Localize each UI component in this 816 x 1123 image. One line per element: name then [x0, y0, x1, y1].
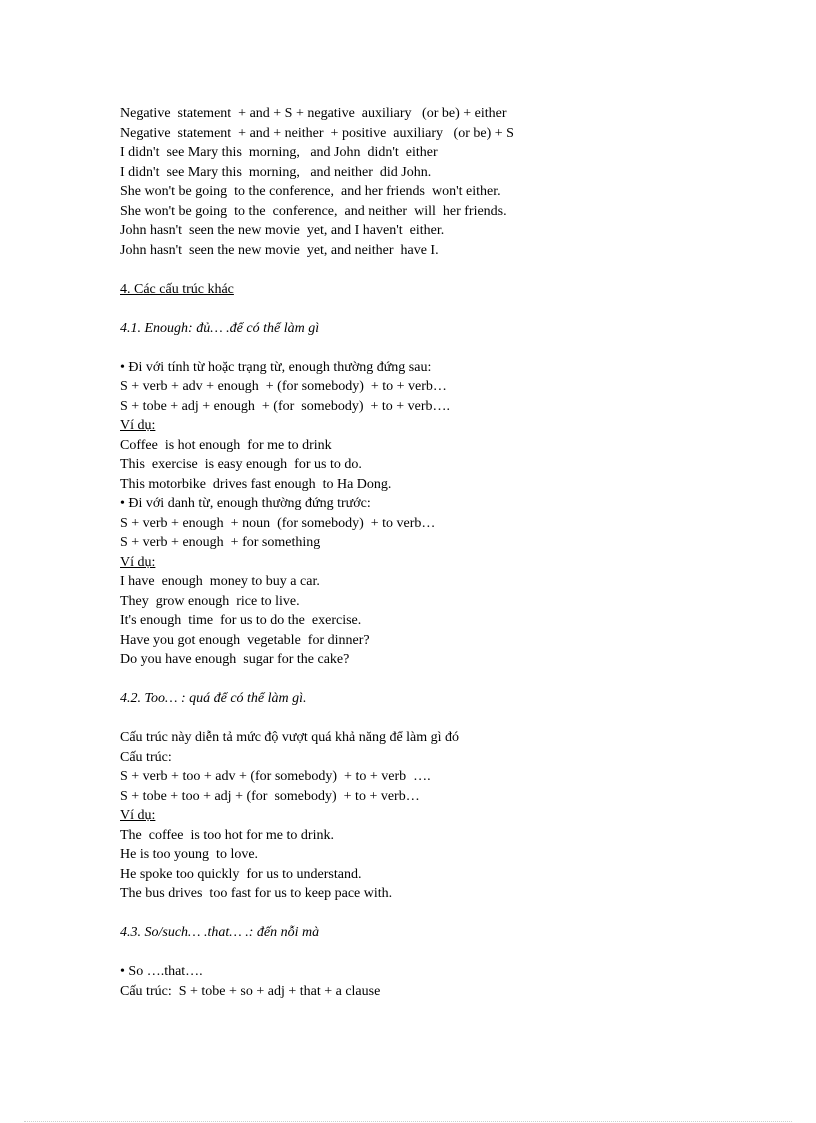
subsection-heading-so-such: 4.3. So/such… .that… .: đến nỗi mà — [120, 925, 320, 940]
formula: S + verb + adv + enough + (for somebody) + to + verb… — [120, 379, 447, 394]
spacer — [120, 670, 760, 690]
example-sentence: I have enough money to buy a car. — [120, 574, 320, 589]
example-sentence: Coffee is hot enough for me to drink — [120, 437, 332, 453]
intro-line: She won't be going to the conference, and her friends won't either. — [120, 184, 501, 199]
formula: Cấu trúc: S + tobe + so + adj + that + a clause — [120, 983, 381, 999]
spacer — [120, 943, 760, 963]
intro-line: John hasn't seen the new movie yet, and neither have I. — [120, 242, 439, 258]
example-label: Ví dụ: — [120, 808, 156, 823]
formula: S + verb + enough + for something — [120, 535, 321, 550]
example-sentence: Have you got enough vegetable for dinner? — [120, 632, 370, 648]
section-heading: 4. Các cấu trúc khác — [120, 281, 234, 297]
intro-line: She won't be going to the conference, and neither will her friends. — [120, 203, 507, 219]
structure-label: Cấu trúc: — [120, 749, 172, 765]
example-sentence: This exercise is easy enough for us to do. — [120, 457, 362, 472]
formula: S + verb + enough + noun (for somebody) + to verb… — [120, 515, 436, 531]
example-sentence: The bus drives too fast for us to keep pace with. — [120, 886, 393, 901]
intro-line: I didn't see Mary this morning, and John didn't either — [120, 145, 438, 160]
intro-line: I didn't see Mary this morning, and neither did John. — [120, 164, 432, 180]
intro-line: John hasn't seen the new movie yet, and I haven't either. — [120, 223, 445, 238]
spacer — [120, 904, 760, 924]
spacer — [120, 299, 760, 319]
example-sentence: He spoke too quickly for us to understand. — [120, 866, 362, 882]
bullet-item: • So ….that…. — [120, 964, 203, 979]
example-sentence: He is too young to love. — [120, 847, 259, 862]
spacer — [120, 709, 760, 729]
document-page — [120, 104, 760, 1001]
example-sentence: Do you have enough sugar for the cake? — [120, 652, 350, 667]
intro-line: Negative statement + and + S + negative auxiliary (or be) + either — [120, 106, 507, 121]
example-sentence: It's enough time for us to do the exercise. — [120, 613, 362, 628]
rule-text: • Đi với tính từ hoặc trạng từ, enough thường đứng sau: — [120, 359, 432, 375]
formula: S + verb + too + adv + (for somebody) + to + verb …. — [120, 769, 431, 784]
formula: S + tobe + adj + enough + (for somebody) + to + verb…. — [120, 398, 451, 414]
intro-line: Negative statement + and + neither + positive auxiliary (or be) + S — [120, 125, 514, 141]
example-label: Ví dụ: — [120, 418, 156, 433]
formula: S + tobe + too + adj + (for somebody) + to + verb… — [120, 788, 420, 804]
subsection-heading-too: 4.2. Too… : quá để có thể làm gì. — [120, 691, 307, 706]
description-text: Cấu trúc này diễn tả mức độ vượt quá khả năng để làm gì đó — [120, 730, 460, 745]
example-sentence: The coffee is too hot for me to drink. — [120, 827, 334, 843]
example-sentence: This motorbike drives fast enough to Ha Dong. — [120, 476, 392, 492]
page-bottom-rule — [24, 1121, 792, 1122]
spacer — [120, 338, 760, 358]
subsection-heading-enough: 4.1. Enough: đủ… .để có thể làm gì — [120, 320, 320, 336]
spacer — [120, 260, 760, 280]
example-label: Ví dụ: — [120, 554, 156, 570]
example-sentence: They grow enough rice to live. — [120, 593, 300, 609]
rule-text: • Đi với danh từ, enough thường đứng trước: — [120, 496, 371, 511]
